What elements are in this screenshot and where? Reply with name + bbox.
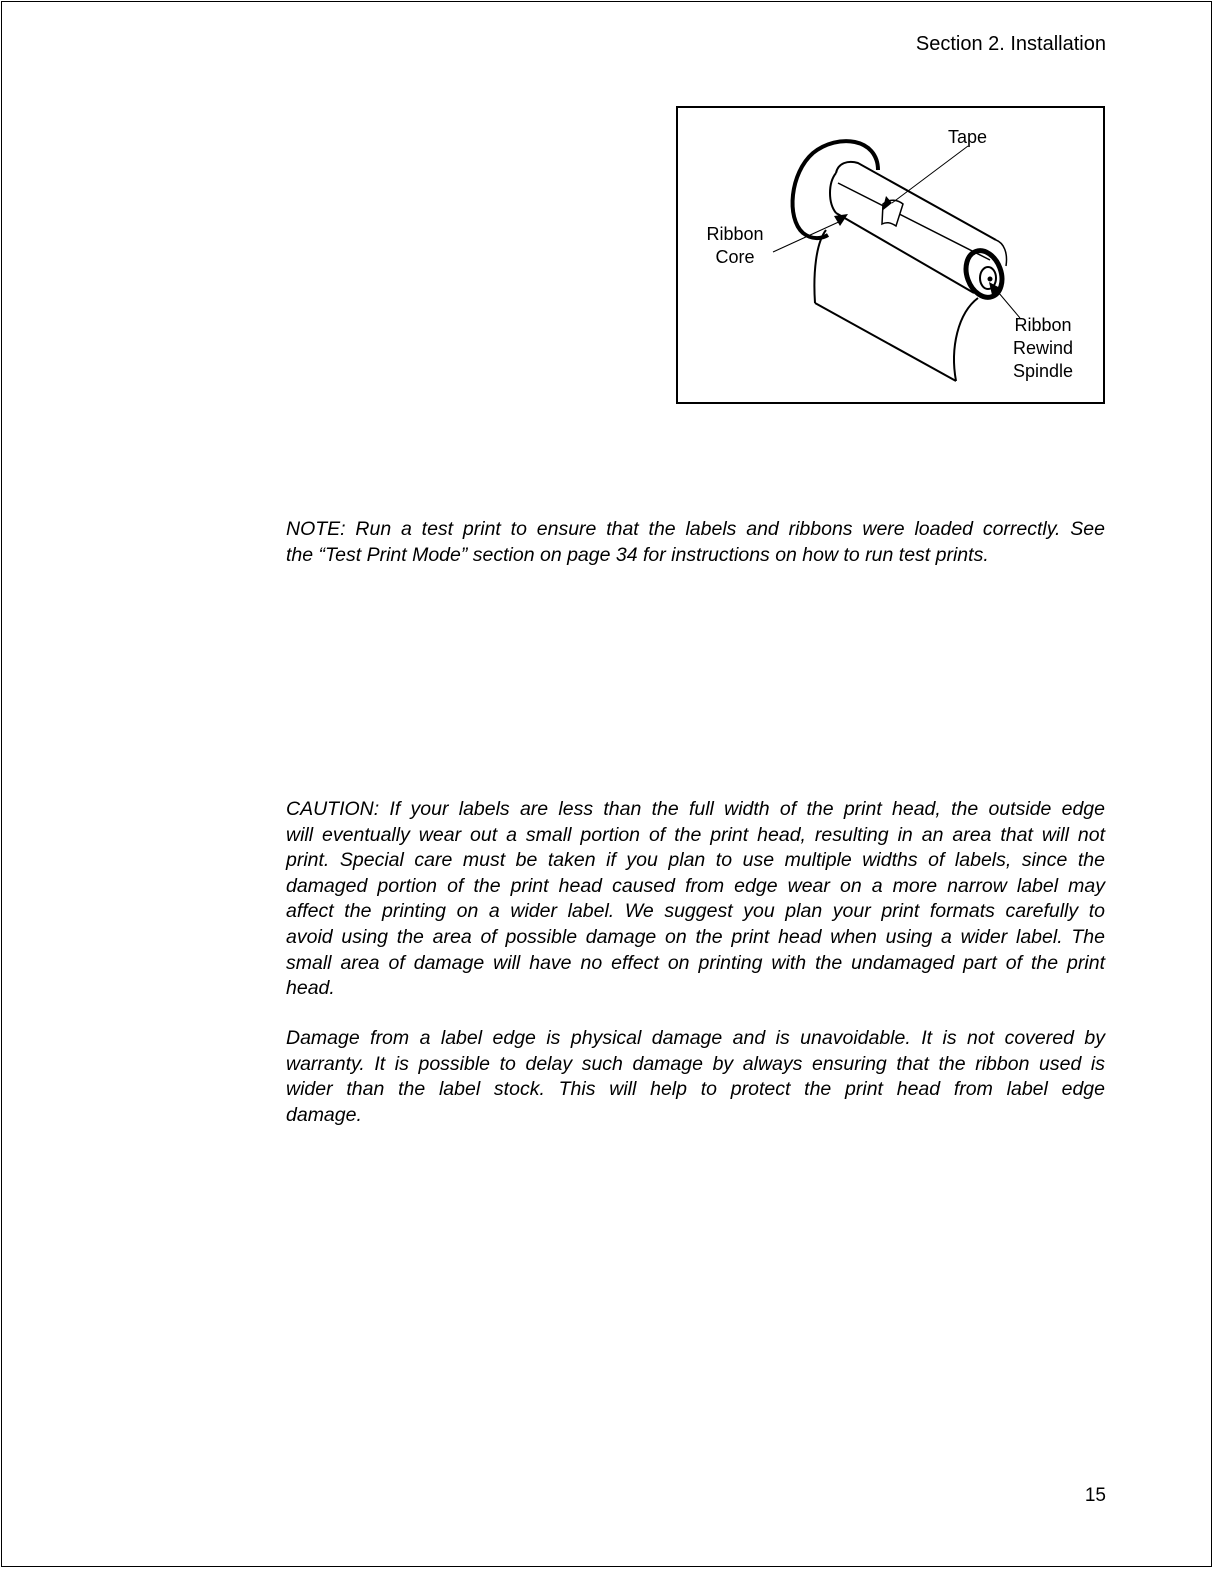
text-line: avoid using the area of possible damage on the print head when using a wider label. The xyxy=(286,925,1105,948)
label-ribbon-core-line: Ribbon xyxy=(706,224,764,244)
text-line: Damage from a label edge is physical damage and is unavoidable. It is not covered by xyxy=(286,1027,1105,1049)
label-tape-text: Tape xyxy=(948,127,988,147)
text-line: the “Test Print Mode” section on page 34 for instructions on how to run test prints. xyxy=(286,543,989,566)
damage-paragraph xyxy=(286,1026,1105,1128)
text-line: CAUTION: If your labels are less than the full width of the print head, the outside edge xyxy=(286,798,1105,820)
text-line: damage. xyxy=(286,1103,362,1126)
page-number: 15 xyxy=(1084,1485,1106,1506)
label-ribbon-rewind-spindle xyxy=(1004,314,1082,383)
text-line: small area of damage will have no effect on printing with the undamaged part of the print xyxy=(286,951,1105,974)
ribbon-loading-figure xyxy=(676,106,1105,404)
note-paragraph xyxy=(286,517,1105,568)
text-line: NOTE: Run a test print to ensure that the labels and ribbons were loaded correctly. See xyxy=(286,518,1105,540)
text-line: head. xyxy=(286,977,335,1000)
label-spindle-line: Spindle xyxy=(1012,361,1074,381)
caution-paragraph xyxy=(286,797,1105,1002)
section-header: Section 2. Installation xyxy=(915,33,1106,55)
label-tape xyxy=(948,126,987,149)
label-ribbon-core-line: Core xyxy=(715,247,755,267)
text-line: will eventually wear out a small portion of the print head, resulting in an area that will not xyxy=(286,823,1105,846)
text-line: affect the printing on a wider label. We suggest you plan your print formats carefully to xyxy=(286,900,1105,923)
text-line: damaged portion of the print head caused from edge wear on a more narrow label may xyxy=(286,874,1105,897)
text-line: wider than the label stock. This will help to protect the print head from label edge xyxy=(286,1078,1105,1101)
label-ribbon-core xyxy=(700,223,770,269)
label-spindle-line: Ribbon xyxy=(1014,315,1072,335)
label-spindle-line: Rewind xyxy=(1012,338,1074,358)
text-line: print. Special care must be taken if you plan to use multiple widths of labels, since the xyxy=(286,849,1105,872)
text-line: warranty. It is possible to delay such damage by always ensuring that the ribbon used is xyxy=(286,1052,1105,1075)
